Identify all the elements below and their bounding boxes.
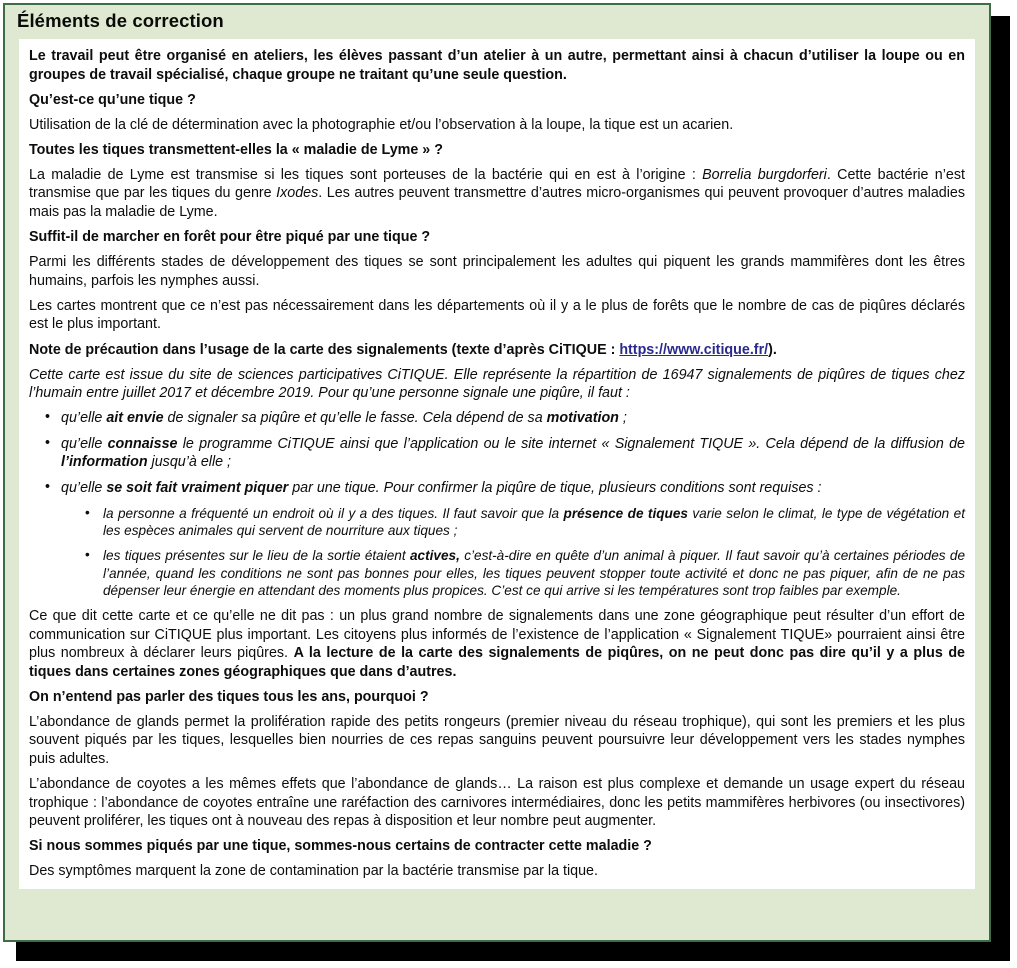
answer-paragraph-4b: L’abondance de coyotes a les mêmes effets que l’abondance de glands… La raison est plus complexe et demande un usage expert du réseau trophique : l’abondance de coyotes entraîne une raréfaction des carnivores intermédiaires, donc les petits mammifères herbivores (ou insectivores) peuvent proliférer, les tiques ont à nouveau des repas à disposition et leur nombre peut augmenter. <box>29 776 965 830</box>
note-heading <box>29 341 965 360</box>
question-heading-4: On n’entend pas parler des tiques tous les ans, pourquoi ? <box>29 688 429 705</box>
answer-paragraph-3b: Les cartes montrent que ce n’est pas nécessairement dans les départements où il y a le plus de forêts que le nombre de cas de piqûres déclarés est le plus important. <box>29 297 965 333</box>
bullet-2-text-c: jusqu’à elle ; <box>147 454 232 471</box>
bullet-1-emphasis-1: ait envie <box>106 410 164 427</box>
bullet-2-text-a: qu’elle <box>61 435 108 452</box>
species-name-ixodes: Ixodes <box>276 185 319 202</box>
bullet-2-text-b: le programme CiTIQUE ainsi que l’application ou le site internet « Signalement TIQUE ». Cela dépend de la diffusion de <box>177 435 965 452</box>
answer-paragraph-2 <box>29 166 965 222</box>
page-title: Éléments de correction <box>17 10 224 31</box>
question-heading-2: Toutes les tiques transmettent-elles la « maladie de Lyme » ? <box>29 141 443 158</box>
bullet-1-emphasis-2: motivation <box>546 410 619 427</box>
sub-2-emphasis: actives, <box>409 547 460 563</box>
question-heading-1: Qu’est-ce qu’une tique ? <box>29 91 196 108</box>
bullet-3-emphasis-1: se soit fait vraiment piquer <box>106 479 289 496</box>
answer-2-text-a: La maladie de Lyme est transmise si les tiques sont porteuses de la bactérie qui en est à l’origine : <box>29 166 703 183</box>
bullet-icon: • <box>85 546 90 562</box>
sub-2-text-b: c’est-à-dire en quête d’un animal à piquer. Il faut savoir qu’à certaines périodes de l’année, quand les conditions ne sont pas bonnes pour elles, les tiques peuvent stopper toute activité et donc ne pas piquer, afin de ne pas dépenser leur énergie en attendant des moments plus propices. C’est ce qui arrive si les températures sont trop faibles par exemple. <box>103 547 966 599</box>
summary-paragraph <box>29 607 965 681</box>
sub-2-text-a: les tiques présentes sur le lieu de la sortie étaient <box>103 547 410 563</box>
summary-text-bold: A la lecture de la carte des signalements de piqûres, on ne peut donc pas dire qu’il y a plus de tiques dans certaines zones géographiques que dans d’autres. <box>29 645 966 680</box>
citique-link[interactable]: https://www.citique.fr/ <box>619 341 769 358</box>
list-item <box>61 505 965 540</box>
bullet-icon: • <box>45 409 51 426</box>
bullet-3-text-a: qu’elle <box>61 479 107 496</box>
bullet-2-emphasis-2: l’information <box>61 454 148 471</box>
bullet-icon: • <box>45 478 51 495</box>
list-item <box>29 435 965 472</box>
sub-1-emphasis: présence de tiques <box>563 505 688 521</box>
sub-1-text-a: la personne a fréquenté un endroit où il y a des tiques. Il faut savoir que la <box>103 505 564 521</box>
answer-paragraph-5: Des symptômes marquent la zone de contamination par la bactérie transmise par la tique. <box>29 863 598 880</box>
species-name-borrelia: Borrelia burgdorferi <box>702 166 827 183</box>
correction-panel <box>3 3 991 942</box>
note-heading-text-b: ). <box>768 341 777 358</box>
conditions-list <box>29 409 965 600</box>
list-item <box>61 547 965 600</box>
intro-paragraph: Le travail peut être organisé en ateliers, les élèves passant d’un atelier à un autre, permettant ainsi à chacun d’utiliser la loupe ou en groupes de travail spécialisé, chaque groupe ne traitant qu’une seule question. <box>29 48 965 83</box>
bullet-1-text-c: ; <box>618 410 627 427</box>
answer-2-text-c: . Les autres peuvent transmettre d’autres micro-organismes qui peuvent provoquer d’autres maladies mais pas la maladie de Lyme. <box>29 185 966 221</box>
answer-paragraph-3a: Parmi les différents stades de développement des tiques se sont principalement les adultes qui piquent les grands mammifères dont les êtres humains, parfois les nymphes aussi. <box>29 254 965 289</box>
bullet-icon: • <box>45 434 51 451</box>
answer-paragraph-4a: L’abondance de glands permet la prolifération rapide des petits rongeurs (premier niveau du réseau trophique), qui sont les premiers et les plus souvent piqués par les tiques, lesquelles bien nourries de ces repas sanguins peuvent poursuivre leur développement vers les stades nymphes puis adultes. <box>29 713 965 767</box>
question-heading-5: Si nous sommes piqués par une tique, sommes-nous certains de contracter cette maladie ? <box>29 838 652 855</box>
answer-paragraph-1: Utilisation de la clé de détermination avec la photographie et/ou l’observation à la loupe, la tique est un acarien. <box>29 116 734 133</box>
content-area <box>19 39 975 889</box>
list-item <box>29 479 965 600</box>
bullet-3-text-b: par une tique. Pour confirmer la piqûre de tique, plusieurs conditions sont requises : <box>288 479 822 496</box>
bullet-1-text-a: qu’elle <box>61 410 107 427</box>
citique-intro-paragraph: Cette carte est issue du site de sciences participatives CiTIQUE. Elle représente la répartition de 16947 signalements de piqûres de tiques chez l’humain entre juillet 2017 et décembre 2019. Pour qu’une personne signale une piqûre, il faut : <box>29 366 965 402</box>
question-heading-3: Suffit-il de marcher en forêt pour être piqué par une tique ? <box>29 229 431 246</box>
summary-text-normal: Ce que dit cette carte et ce qu’elle ne dit pas : un plus grand nombre de signalements dans une zone géographique peut résulter d’un effort de communication sur CiTIQUE plus important. Les citoyens plus informés de l’existence de l’application « Signalement TIQUE» pourraient ainsi être plus nombreux à déclarer leurs piqûres. <box>29 607 965 662</box>
bullet-1-text-b: de signaler sa piqûre et qu’elle le fasse. Cela dépend de sa <box>163 410 547 427</box>
bullet-icon: • <box>85 504 90 520</box>
sub-1-text-b: varie selon le climat, le type de végétation et les espèces animales qui servent de nourriture aux tiques ; <box>103 505 966 539</box>
list-item <box>29 409 965 428</box>
answer-2-text-b: . Cette bactérie n’est transmise que par les tiques du genre <box>29 166 965 202</box>
sub-conditions-list <box>61 505 965 600</box>
bullet-2-emphasis-1: connaisse <box>107 435 178 452</box>
note-heading-text-a: Note de précaution dans l’usage de la carte des signalements (texte d’après CiTIQUE : <box>29 341 620 358</box>
